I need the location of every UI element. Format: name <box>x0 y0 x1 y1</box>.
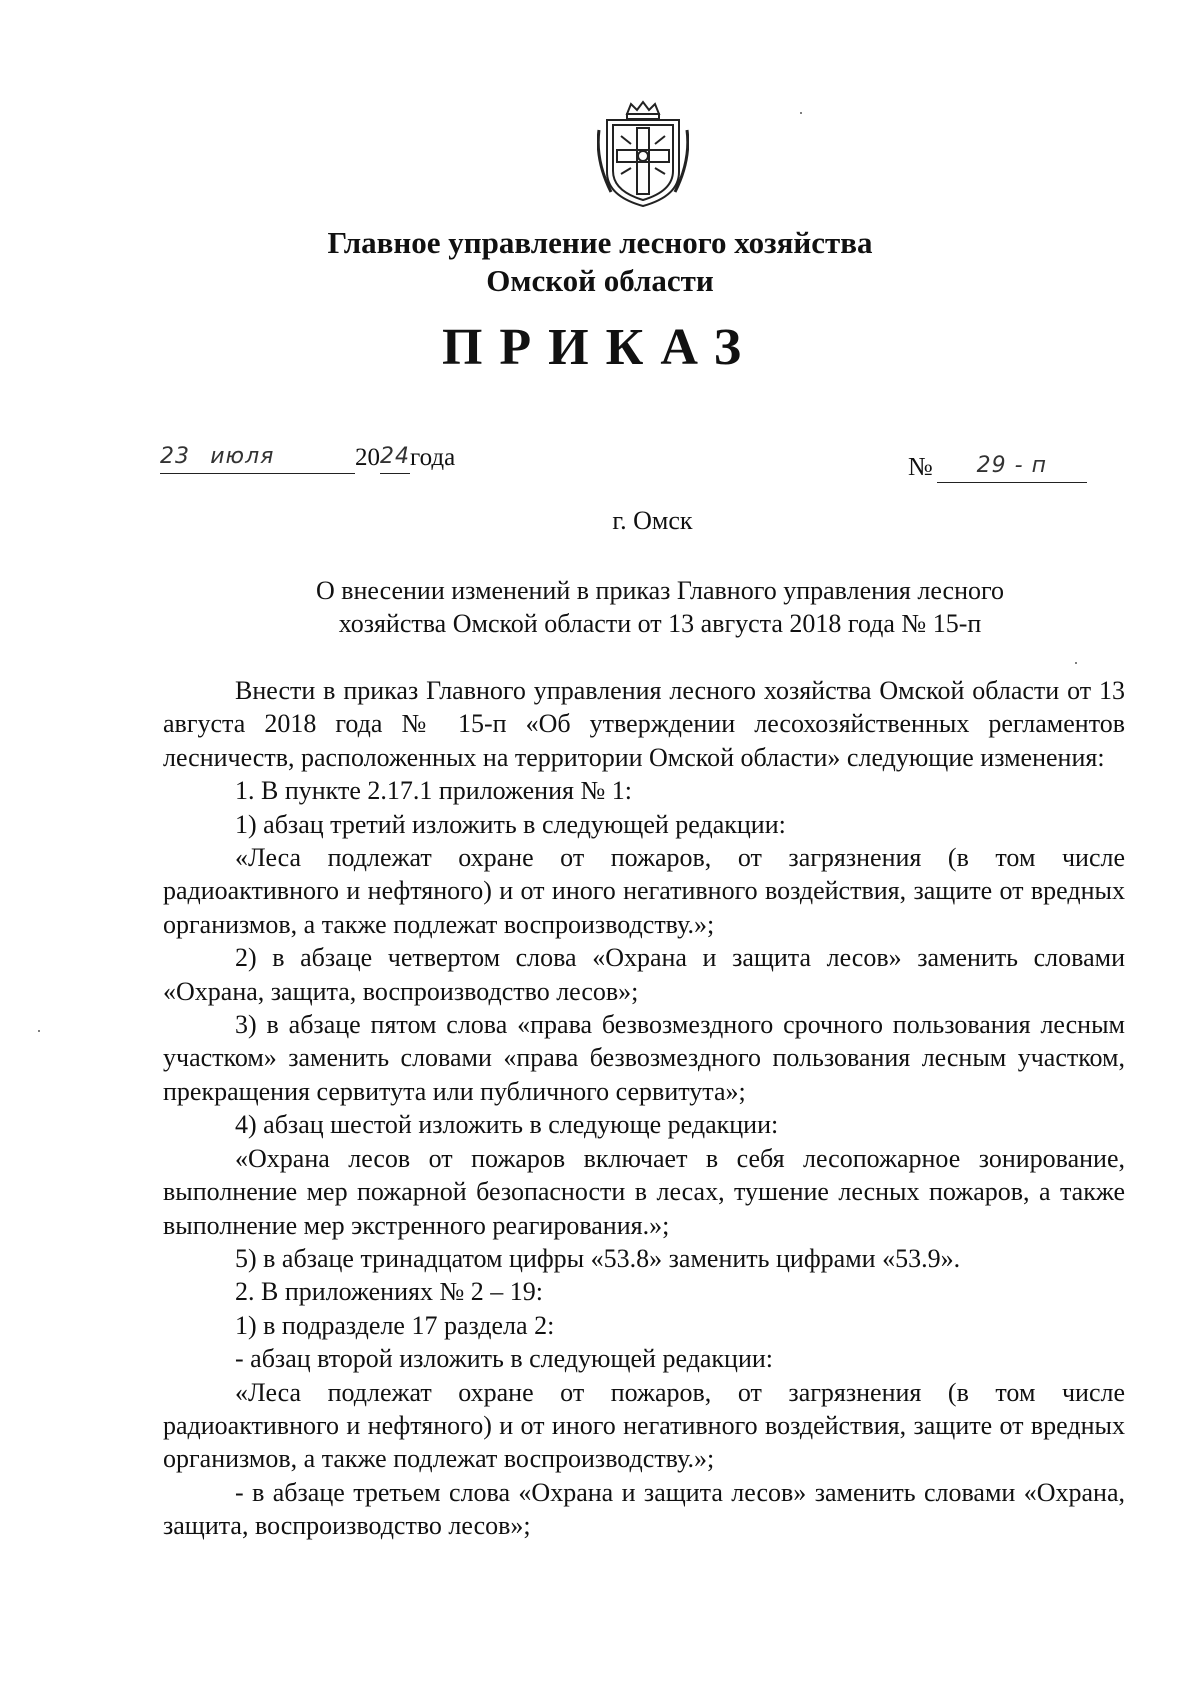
body-paragraph: - в абзаце третьем слова «Охрана и защита лесов» заменить словами «Охрана, защита, воспроизводство лесов»; <box>163 1477 1125 1541</box>
body-paragraph: 2) в абзаце четвертом слова «Охрана и защита лесов» заменить словами «Охрана, защита, воспроизводство лесов»; <box>163 943 1125 1006</box>
body-paragraph: «Леса подлежат охране от пожаров, от загрязнения (в том числе радиоактивного и нефтяного) и от иного негативного воздействия, защите от вредных организмов, а также подлежат воспроизводству.»; <box>163 1377 1125 1474</box>
coat-of-arms-emblem <box>597 100 689 210</box>
order-date <box>160 440 455 474</box>
city-name: г. Омск <box>612 506 693 535</box>
order-number <box>908 448 1087 483</box>
number-handwritten: 29 - п <box>937 448 1087 483</box>
scan-speck <box>38 1030 40 1032</box>
organization-name-line1: Главное управление лесного хозяйства <box>327 225 873 260</box>
number-sign: № <box>908 452 933 481</box>
date-year-handwritten: 24 <box>380 440 410 474</box>
body-paragraph: - абзац второй изложить в следующей редакции: <box>235 1344 774 1374</box>
order-subject <box>235 574 1085 640</box>
order-body <box>163 674 1125 1543</box>
subject-line1: О внесении изменений в приказ Главного управления лесного <box>315 576 1005 605</box>
body-paragraph: «Охрана лесов от пожаров включает в себя лесопожарное зонирование, выполнение мер пожарной безопасности в лесах, тушение лесных пожаров, а также выполнение мер экстренного реагирования.»; <box>163 1143 1125 1240</box>
body-paragraph: 5) в абзаце тринадцатом цифры «53.8» заменить цифрами «53.9». <box>235 1243 961 1273</box>
date-year-suffix: года <box>410 444 456 471</box>
scan-speck <box>1075 662 1077 664</box>
document-type-title: ПРИКАЗ <box>441 319 759 376</box>
date-year-prefix: 20 <box>355 444 380 471</box>
body-paragraph: 1) в подразделе 17 раздела 2: <box>235 1310 555 1340</box>
body-paragraph: 1) абзац третий изложить в следующей редакции: <box>235 809 786 839</box>
date-handwritten-field <box>160 440 355 474</box>
body-paragraph: Внести в приказ Главного управления лесного хозяйства Омской области от 13 августа 2018 года № 15-п «Об утверждении лесохозяйственных регламентов лесничеств, расположенных на территории Омской области» следующие изменения: <box>163 676 1125 772</box>
body-paragraph: 1. В пункте 2.17.1 приложения № 1: <box>235 776 632 806</box>
body-paragraph: «Леса подлежат охране от пожаров, от загрязнения (в том числе радиоактивного и нефтяного) и от иного негативного воздействия, защите от вредных организмов, а также подлежат воспроизводству.»; <box>163 843 1125 939</box>
date-month: июля <box>210 444 275 469</box>
scan-speck <box>800 112 802 114</box>
organization-name-line2: Омской области <box>486 263 714 298</box>
body-paragraph: 4) абзац шестой изложить в следующе редакции: <box>235 1110 779 1140</box>
body-paragraph: 2. В приложениях № 2 – 19: <box>235 1277 543 1307</box>
subject-line2: хозяйства Омской области от 13 августа 2018 года № 15-п <box>338 609 982 638</box>
body-paragraph: 3) в абзаце пятом слова «права безвозмездного срочного пользования лесным участком» заменить словами «права безвозмездного пользования лесным участком, прекращения сервитута или публичного сервитута»; <box>163 1010 1125 1106</box>
date-day: 23 <box>160 444 190 469</box>
